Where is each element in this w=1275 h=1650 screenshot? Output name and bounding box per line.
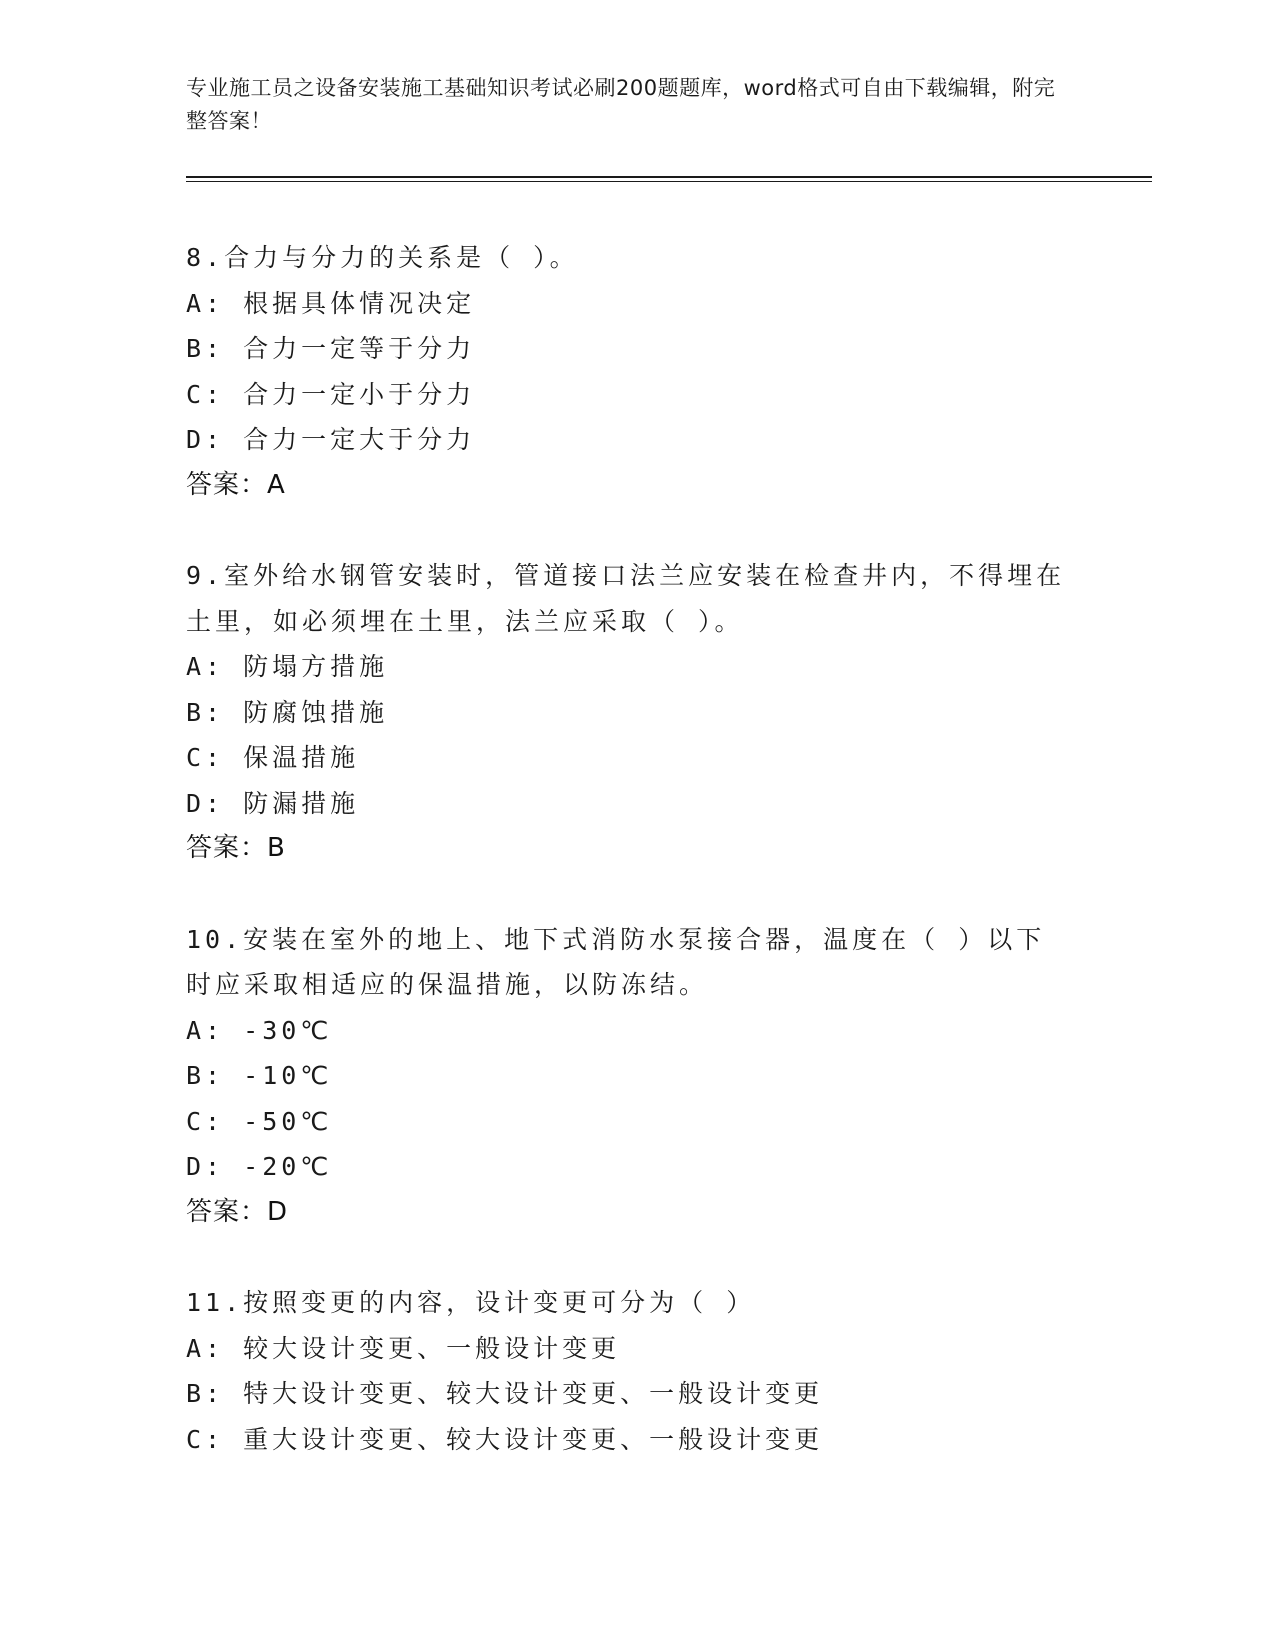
- option-b: B: -10℃: [186, 1061, 333, 1090]
- option-a: A: 根据具体情况决定: [186, 288, 476, 318]
- question-10: [186, 917, 1066, 1236]
- header-divider-thick: [186, 176, 1152, 178]
- question-stem: 11.按照变更的内容，设计变更可分为（ ）: [186, 1288, 756, 1317]
- option-c: C: -50℃: [186, 1106, 333, 1136]
- question-list: [186, 235, 1066, 1507]
- option-c: C: 合力一定小于分力: [186, 379, 476, 409]
- answer-line: 答案：D: [186, 1196, 289, 1227]
- question-stem: 8.合力与分力的关系是（ ）。: [186, 243, 579, 272]
- option-d: D: 防漏措施: [186, 788, 360, 818]
- option-d: D: -20℃: [186, 1152, 333, 1181]
- option-b: B: 合力一定等于分力: [186, 334, 476, 363]
- option-b: B: 特大设计变更、较大设计变更、一般设计变更: [186, 1379, 824, 1408]
- answer-line: 答案：B: [186, 833, 286, 863]
- question-9: [186, 553, 1066, 872]
- document-header-title: 专业施工员之设备安装施工基础知识考试必刷200题题库，word格式可自由下载编辑，附完整答案！: [186, 76, 1056, 133]
- question-8: [186, 235, 1066, 508]
- question-stem: 9.室外给水钢管安装时，管道接口法兰应安装在检查井内，不得埋在土里，如必须埋在土里，法兰应采取（ ）。: [186, 561, 1066, 636]
- question-11: [186, 1280, 1066, 1462]
- option-c: C: 重大设计变更、较大设计变更、一般设计变更: [186, 1424, 824, 1454]
- option-b: B: 防腐蚀措施: [186, 697, 389, 727]
- header-divider-thin: [186, 181, 1152, 182]
- option-c: C: 保温措施: [186, 743, 360, 772]
- option-a: A: 较大设计变更、一般设计变更: [186, 1333, 621, 1363]
- option-a: A: -30℃: [186, 1015, 333, 1045]
- option-d: D: 合力一定大于分力: [186, 425, 476, 454]
- answer-line: 答案：A: [186, 469, 286, 500]
- option-a: A: 防塌方措施: [186, 652, 389, 681]
- question-stem: 10.安装在室外的地上、地下式消防水泵接合器，温度在（ ）以下时应采取相适应的保温措施，以防冻结。: [186, 924, 1046, 999]
